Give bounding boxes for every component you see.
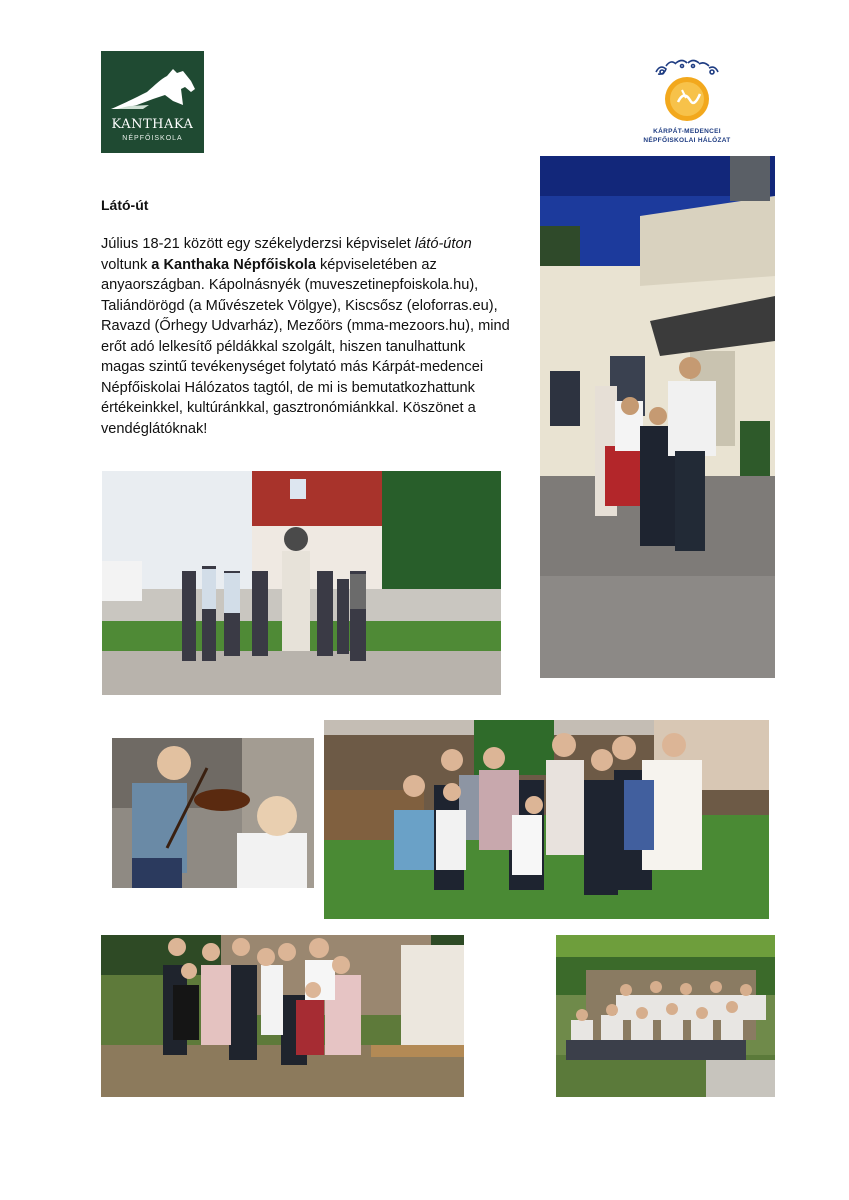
photo-manor-house: [540, 156, 775, 678]
photo-violin-boy: [112, 738, 314, 888]
network-emblem-icon: [632, 58, 742, 126]
network-name-line2: NÉPFŐISKOLAI HÁLÓZAT: [643, 137, 731, 144]
photo-large-group: [556, 935, 775, 1097]
body-text-1: Július 18-21 között egy székelyderzsi képviselet: [101, 236, 415, 252]
horse-icon: [107, 59, 199, 117]
body-bold: a Kanthaka Népfőiskola: [151, 256, 316, 273]
network-name-line1: KÁRPÁT-MEDENCEI: [653, 128, 721, 135]
body-text-3: képviseletében az anyaországban. Kápolnásnyék (muveszetinepfoiskola.hu), Taliándörögd (a Művészetek Völgye), Kiscsősz (eloforras.eu), Ravazd (Őrhegy Udvarház), Mezőörs (mma-mezoors.hu), mind erőt adó lelkesítő példákkal szolgált, hiszen tanulhattunk magas szintű tevékenységet folytató más Kárpát-medencei Népfőiskolai Hálózatos tagtól, de mi is bemutatkozhattunk értékeinkkel, kultúránkkal, gasztronómiánkkal. Köszönet a vendéglátóknak!: [101, 256, 510, 437]
kanthaka-logo: [101, 51, 204, 153]
article-title: Látó-út: [101, 197, 149, 213]
body-text-2: voltunk: [101, 256, 152, 273]
photo-garden-group: [324, 720, 769, 919]
photo-statue-group: [102, 471, 501, 695]
photo-courtyard-group: [101, 935, 464, 1097]
kanthaka-name: KANTHAKA: [111, 117, 194, 132]
article-body: [101, 234, 513, 439]
kanthaka-subtitle: NÉPFŐISKOLA: [122, 135, 183, 142]
network-logo: [632, 58, 742, 150]
body-italic: látó-úton: [414, 236, 472, 252]
